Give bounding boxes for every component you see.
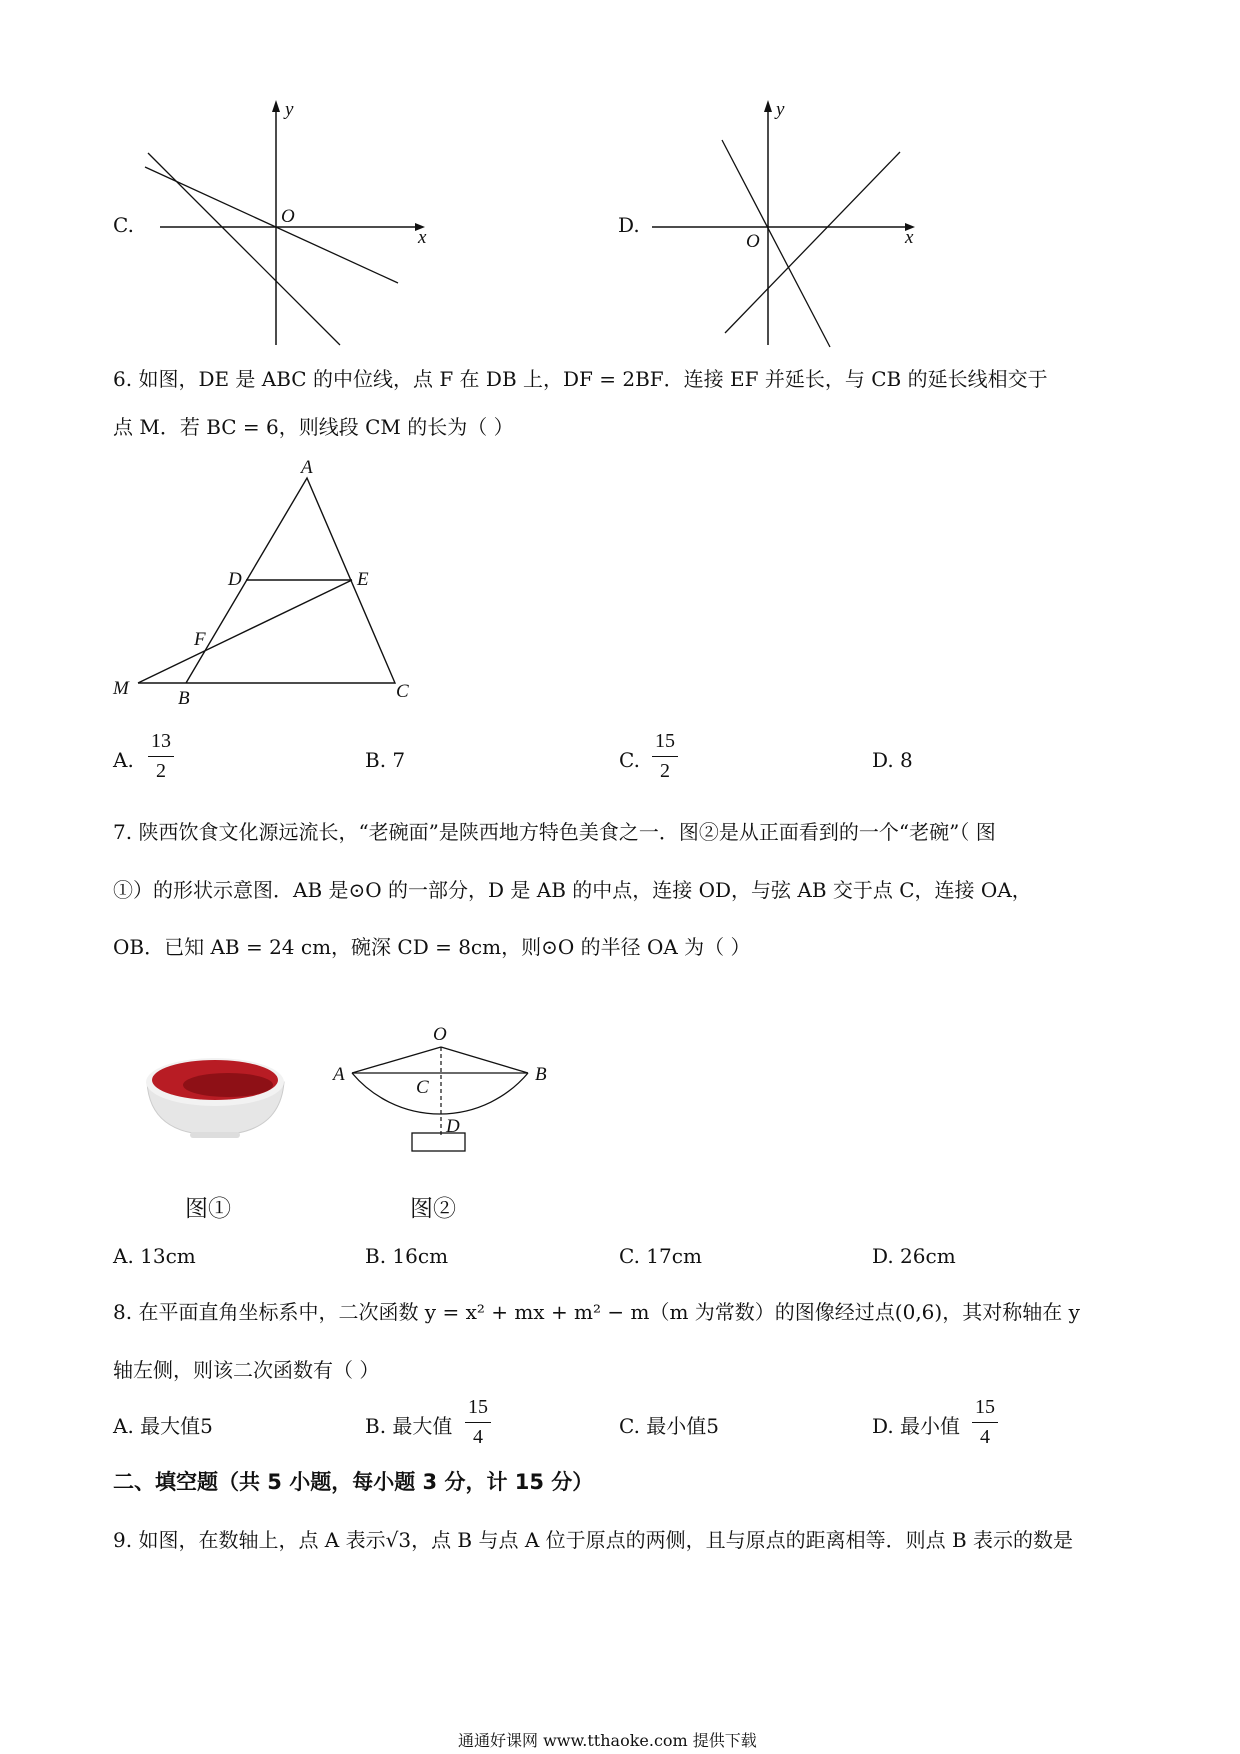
q6-option-c-fraction: 15 2 — [652, 730, 678, 783]
q6-option-a-fraction: 13 2 — [148, 730, 174, 783]
svg-text:C: C — [396, 681, 409, 702]
q8-option-a: A. 最大值5 — [113, 1414, 213, 1438]
q8-option-d: D. 最小值 — [872, 1414, 961, 1438]
q6-text-line2: 点 M．若 BC = 6，则线段 CM 的长为（ ） — [113, 415, 514, 439]
svg-text:M: M — [113, 678, 129, 699]
svg-text:C: C — [416, 1077, 429, 1098]
origin-label: O — [281, 206, 295, 227]
q6-option-d: D. 8 — [872, 748, 913, 772]
x-axis-label: x — [418, 227, 427, 248]
svg-text:D: D — [446, 1116, 460, 1137]
q8-option-c: C. 最小值5 — [619, 1414, 720, 1438]
q9-text-line1: 9. 如图，在数轴上，点 A 表示√3，点 B 与点 A 位于原点的两侧，且与原点的距离相等．则点 B 表示的数是 — [113, 1528, 1074, 1552]
q8-option-b: B. 最大值 — [365, 1414, 453, 1438]
svg-text:O: O — [433, 1024, 447, 1045]
figure-2-caption: 图② — [410, 1196, 456, 1222]
q8-text-line1: 8. 在平面直角坐标系中，二次函数 y = x² + mx + m² − m（m 为常数）的图像经过点(0,6)，其对称轴在 y — [113, 1300, 1080, 1324]
section-heading: 二、填空题（共 5 小题，每小题 3 分，计 15 分） — [113, 1470, 594, 1494]
q7-text-line2: ①）的形状示意图．AB 是⊙O 的一部分，D 是 AB 的中点，连接 OD，与弦 AB 交于点 C，连接 OA， — [113, 878, 1032, 902]
q7-text-line1: 7. 陕西饮食文化源远流长，“老碗面”是陕西地方特色美食之一．图②是从正面看到的一个“老碗”（ 图 — [113, 820, 996, 844]
svg-text:F: F — [194, 629, 206, 650]
y-axis-label: y — [776, 99, 785, 120]
footer-text: 通通好课网 www.tthaoke.com 提供下载 — [458, 1731, 757, 1750]
y-axis-label: y — [285, 99, 294, 120]
q7-option-c: C. 17cm — [619, 1244, 702, 1268]
svg-text:A: A — [301, 457, 313, 478]
svg-text:A: A — [333, 1064, 345, 1085]
q5-option-d-label: D. — [618, 213, 640, 237]
q7-text-line3: OB．已知 AB = 24 cm，碗深 CD = 8cm，则⊙O 的半径 OA 为（ ） — [113, 935, 751, 959]
q8-option-b-fraction: 15 4 — [465, 1396, 491, 1449]
q7-option-a: A. 13cm — [113, 1244, 196, 1268]
figure-1-caption: 图① — [185, 1196, 231, 1222]
q6-text-line1: 6. 如图，DE 是 ABC 的中位线，点 F 在 DB 上，DF = 2BF．连接 EF 并延长，与 CB 的延长线相交于 — [113, 367, 1048, 391]
svg-text:B: B — [535, 1064, 547, 1085]
svg-text:B: B — [178, 688, 190, 709]
q8-option-d-fraction: 15 4 — [972, 1396, 998, 1449]
q7-option-b: B. 16cm — [365, 1244, 449, 1268]
q6-option-b: B. 7 — [365, 748, 406, 772]
svg-text:E: E — [357, 569, 369, 590]
x-axis-label: x — [905, 227, 914, 248]
q5-option-c-label: C. — [113, 213, 134, 237]
q7-option-d: D. 26cm — [872, 1244, 956, 1268]
q6-option-a: A. — [113, 748, 134, 772]
svg-text:D: D — [228, 569, 242, 590]
q8-text-line2: 轴左侧，则该二次函数有（ ） — [113, 1358, 380, 1382]
q6-option-c: C. — [619, 748, 640, 772]
origin-label: O — [746, 231, 760, 252]
